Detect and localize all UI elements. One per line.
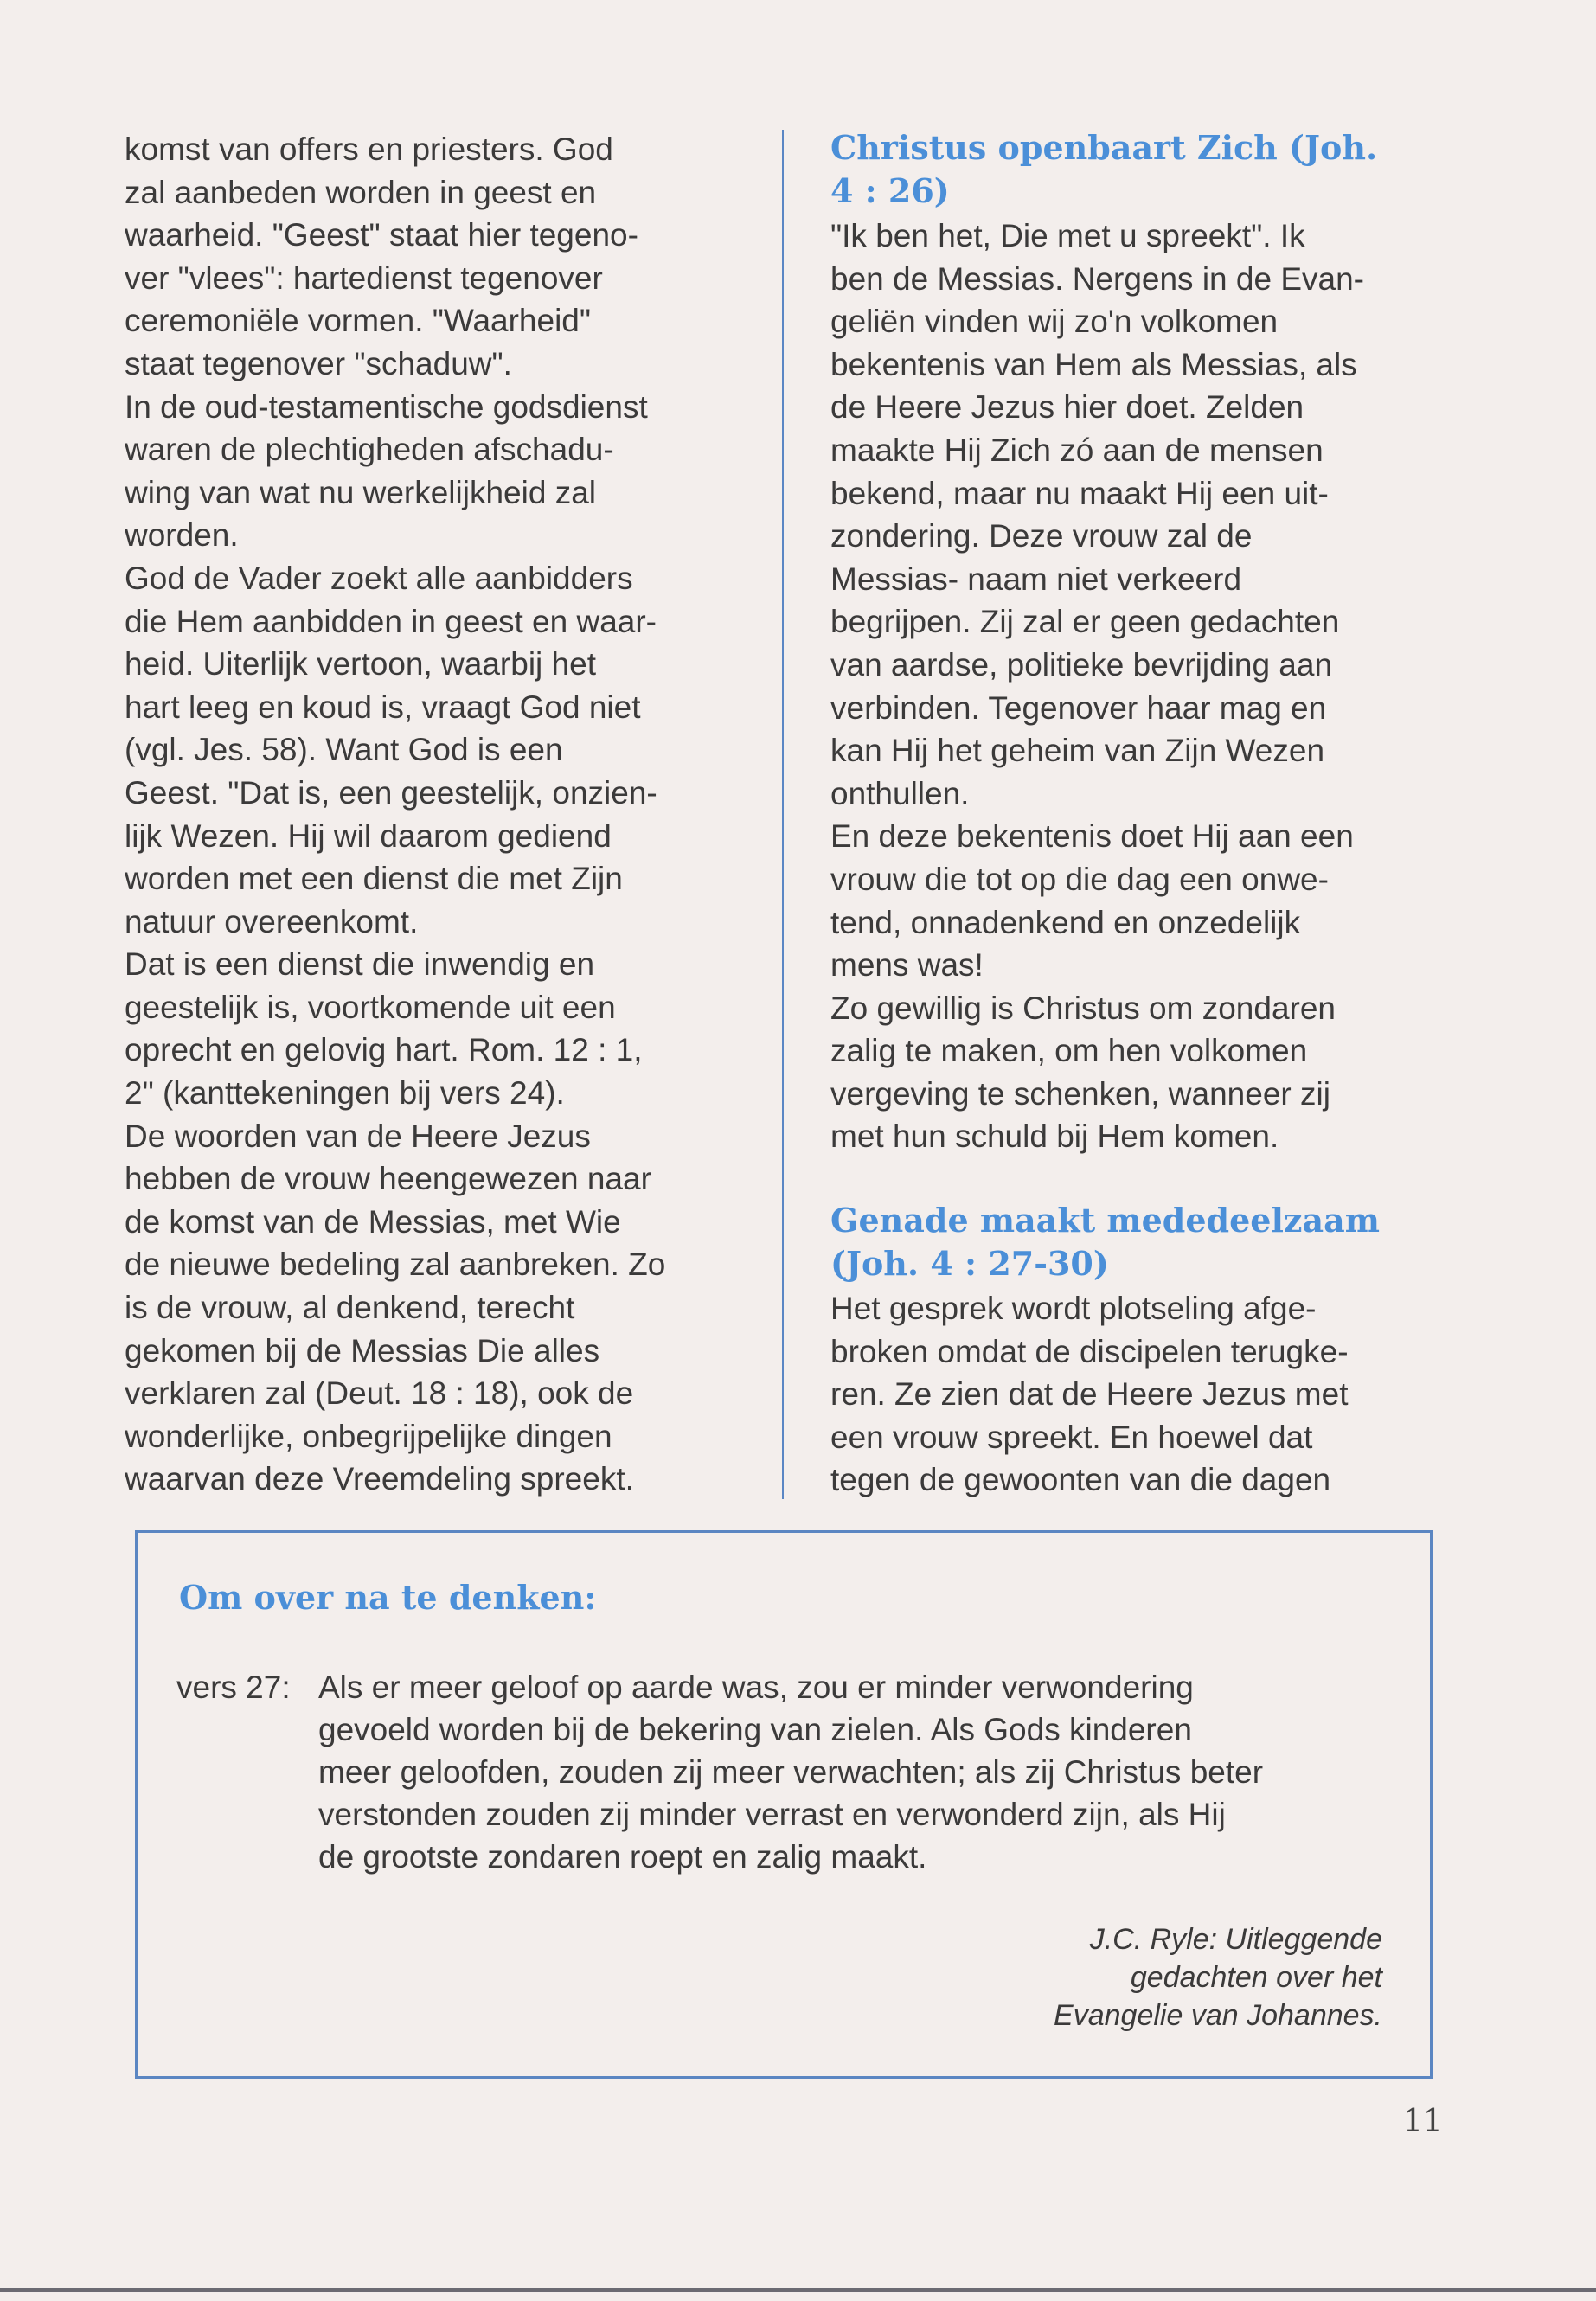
text-line: tend, onnadenkend en onzedelijk xyxy=(830,904,1301,940)
attribution-line: Evangelie van Johannes. xyxy=(1054,1999,1382,2032)
heading-line: 4 : 26) xyxy=(830,170,950,210)
text-line: vergeving te schenken, wanneer zij xyxy=(830,1075,1330,1112)
text-line: zalig te maken, om hen volkomen xyxy=(830,1033,1308,1069)
verse-line: Als er meer geloof op aarde was, zou er minder verwondering xyxy=(318,1670,1194,1705)
section-body-genade xyxy=(830,1287,1349,1502)
text-line: staat tegenover "schaduw". xyxy=(125,345,512,381)
text-line: heid. Uiterlijk vertoon, waarbij het xyxy=(125,646,596,683)
text-line: broken omdat de discipelen terugke- xyxy=(830,1333,1349,1369)
column-divider xyxy=(782,130,784,1499)
text-line: wonderlijke, onbegrijpelijke dingen xyxy=(125,1418,612,1454)
text-line: de Heere Jezus hier doet. Zelden xyxy=(830,389,1304,426)
verse-label: vers 27: xyxy=(176,1670,291,1705)
section-heading-christus-openbaart xyxy=(830,126,1377,212)
text-line: ver "vlees": hartedienst tegenover xyxy=(125,260,603,296)
text-line: bekend, maar nu maakt Hij een uit- xyxy=(830,475,1329,511)
section-body-christus-openbaart xyxy=(830,215,1364,1158)
text-line: En deze bekentenis doet Hij aan een xyxy=(830,818,1354,855)
reflection-box-title: Om over na te denken: xyxy=(179,1578,597,1617)
verse-line: verstonden zouden zij minder verrast en verwonderd zijn, als Hij xyxy=(318,1797,1226,1832)
text-line: Dat is een dienst die inwendig en xyxy=(125,946,595,983)
text-line: waarvan deze Vreemdeling spreekt. xyxy=(125,1461,634,1497)
text-line: met hun schuld bij Hem komen. xyxy=(830,1118,1279,1155)
text-line: waren de plechtigheden afschadu- xyxy=(125,432,614,468)
text-line: kan Hij het geheim van Zijn Wezen xyxy=(830,733,1325,769)
section-heading-genade xyxy=(830,1199,1380,1285)
text-line: de komst van de Messias, met Wie xyxy=(125,1203,621,1240)
text-line: geliën vinden wij zo'n volkomen xyxy=(830,304,1279,340)
text-line: Zo gewillig is Christus om zondaren xyxy=(830,990,1336,1026)
text-line: ceremoniële vormen. "Waarheid" xyxy=(125,303,592,339)
text-line: gekomen bij de Messias Die alles xyxy=(125,1332,600,1368)
attribution xyxy=(1054,1920,1382,2035)
bottom-edge xyxy=(0,2288,1596,2292)
text-line: die Hem aanbidden in geest en waar- xyxy=(125,603,657,639)
text-line: "Ik ben het, Die met u spreekt". Ik xyxy=(830,218,1305,253)
text-line: verklaren zal (Deut. 18 : 18), ook de xyxy=(125,1375,634,1412)
text-line: waarheid. "Geest" staat hier tegeno- xyxy=(125,217,638,253)
verse-line: gevoeld worden bij de bekering van zielen. Als Gods kinderen xyxy=(318,1712,1192,1747)
text-line: Messias- naam niet verkeerd xyxy=(830,561,1242,597)
text-line: hebben de vrouw heengewezen naar xyxy=(125,1161,651,1197)
text-line: natuur overeenkomt. xyxy=(125,903,419,939)
text-line: lijk Wezen. Hij wil daarom gediend xyxy=(125,817,612,854)
text-line: een vrouw spreekt. En hoewel dat xyxy=(830,1419,1313,1455)
text-line: is de vrouw, al denkend, terecht xyxy=(125,1290,575,1326)
verse-line: meer geloofden, zouden zij meer verwachten; als zij Christus beter xyxy=(318,1754,1264,1790)
text-line: de nieuwe bedeling zal aanbreken. Zo xyxy=(125,1247,666,1283)
text-line: geestelijk is, voortkomende uit een xyxy=(125,989,616,1025)
text-line: Geest. "Dat is, een geestelijk, onzien- xyxy=(125,774,657,811)
text-line: hart leeg en koud is, vraagt God niet xyxy=(125,689,641,725)
text-line: ren. Ze zien dat de Heere Jezus met xyxy=(830,1376,1349,1413)
text-line: begrijpen. Zij zal er geen gedachten xyxy=(830,604,1340,640)
text-line: oprecht en gelovig hart. Rom. 12 : 1, xyxy=(125,1032,643,1068)
text-line: vrouw die tot op die dag een onwe- xyxy=(830,861,1329,897)
text-line: maakte Hij Zich zó aan de mensen xyxy=(830,432,1324,468)
attribution-line: gedachten over het xyxy=(1130,1961,1382,1994)
attribution-line: J.C. Ryle: Uitleggende xyxy=(1089,1923,1382,1956)
text-line: zondering. Deze vrouw zal de xyxy=(830,518,1253,554)
text-line: onthullen. xyxy=(830,775,970,811)
text-line: zal aanbeden worden in geest en xyxy=(125,174,597,210)
text-line: komst van offers en priesters. God xyxy=(125,131,613,167)
page-number: 11 xyxy=(1403,2104,1443,2139)
text-line: (vgl. Jes. 58). Want God is een xyxy=(125,732,563,768)
text-line: worden met een dienst die met Zijn xyxy=(125,861,623,897)
text-line: verbinden. Tegenover haar mag en xyxy=(830,689,1327,726)
left-column-text xyxy=(125,128,665,1501)
text-line: De woorden van de Heere Jezus xyxy=(125,1118,591,1154)
text-line: ben de Messias. Nergens in de Evan- xyxy=(830,260,1365,297)
heading-line: Christus openbaart Zich (Joh. xyxy=(830,128,1378,167)
text-line: van aardse, politieke bevrijding aan xyxy=(830,646,1333,683)
heading-line: (Joh. 4 : 27-30) xyxy=(830,1243,1109,1283)
text-line: bekentenis van Hem als Messias, als xyxy=(830,346,1357,382)
verse-text xyxy=(318,1666,1263,1878)
text-line: tegen de gewoonten van die dagen xyxy=(830,1462,1331,1498)
heading-line: Genade maakt mededeelzaam xyxy=(830,1201,1380,1240)
text-line: worden. xyxy=(125,517,239,554)
text-line: God de Vader zoekt alle aanbidders xyxy=(125,560,633,596)
text-line: In de oud-testamentische godsdienst xyxy=(125,388,648,425)
verse-line: de grootste zondaren roept en zalig maakt. xyxy=(318,1839,927,1875)
text-line: 2" (kanttekeningen bij vers 24). xyxy=(125,1075,565,1112)
text-line: mens was! xyxy=(830,947,984,984)
text-line: wing van wat nu werkelijkheid zal xyxy=(125,474,596,510)
text-line: Het gesprek wordt plotseling afge- xyxy=(830,1291,1317,1326)
